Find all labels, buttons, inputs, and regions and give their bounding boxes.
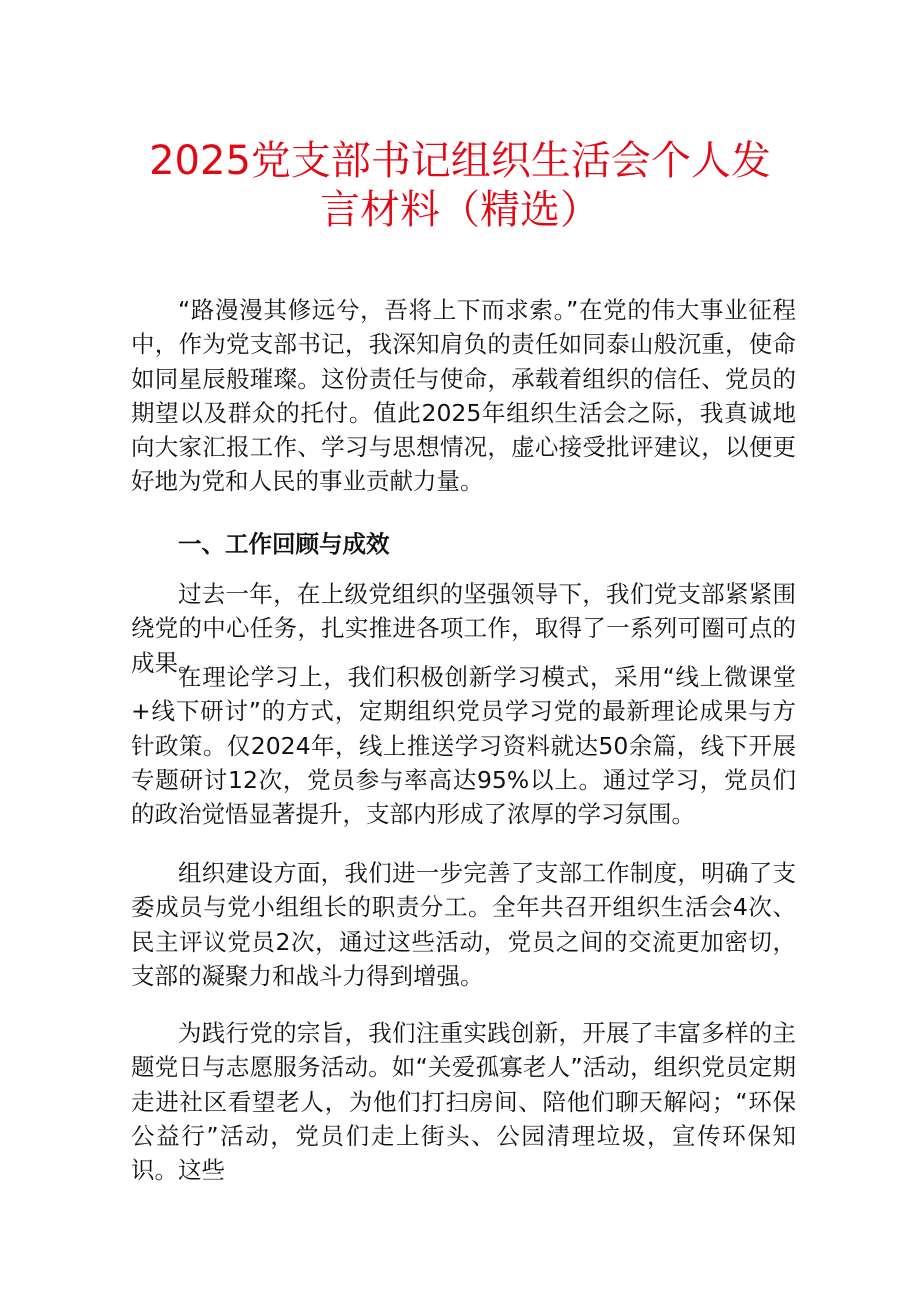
review-paragraph: 过去一年，在上级党组织的坚强领导下，我们党支部紧紧围绕党的中心任务，扎实推进各项工作，取得了一系列可圈可点的成果。: [131, 580, 796, 677]
document-title-line-2: 言材料（精选）: [320, 187, 600, 233]
section-heading: 一、工作回顾与成效: [178, 530, 390, 558]
document-title-line-1: 2025党支部书记组织生活会个人发: [149, 138, 771, 184]
theory-study-paragraph: 在理论学习上，我们积极创新学习模式，采用“线上微课堂+线下研讨”的方式，定期组织党员学习党的最新理论成果与方针政策。仅2024年，线上推送学习资料就达50余篇，线下开展专题研讨12次，党员参与率高达95%以上。通过学习，党员们的政治觉悟显著提升，支部内形成了浓厚的学习氛围。: [131, 663, 796, 829]
practice-paragraph: 为践行党的宗旨，我们注重实践创新，开展了丰富多样的主题党日与志愿服务活动。如“关爱孤寡老人”活动，组织党员定期走进社区看望老人，为他们打扫房间、陪他们聊天解闷；“环保公益行”活动，党员们走上街头、公园清理垃圾，宣传环保知识。这些: [131, 1019, 796, 1185]
intro-paragraph: “路漫漫其修远兮，吾将上下而求索。”在党的伟大事业征程中，作为党支部书记，我深知肩负的责任如同泰山般沉重，使命如同星辰般璀璨。这份责任与使命，承载着组织的信任、党员的期望以及群众的托付。值此2025年组织生活会之际，我真诚地向大家汇报工作、学习与思想情况，虚心接受批评建议，以便更好地为党和人民的事业贡献力量。: [131, 296, 796, 496]
organization-paragraph: 组织建设方面，我们进一步完善了支部工作制度，明确了支委成员与党小组组长的职责分工。全年共召开组织生活会4次、民主评议党员2次，通过这些活动，党员之间的交流更加密切，支部的凝聚力和战斗力得到增强。: [131, 859, 796, 990]
